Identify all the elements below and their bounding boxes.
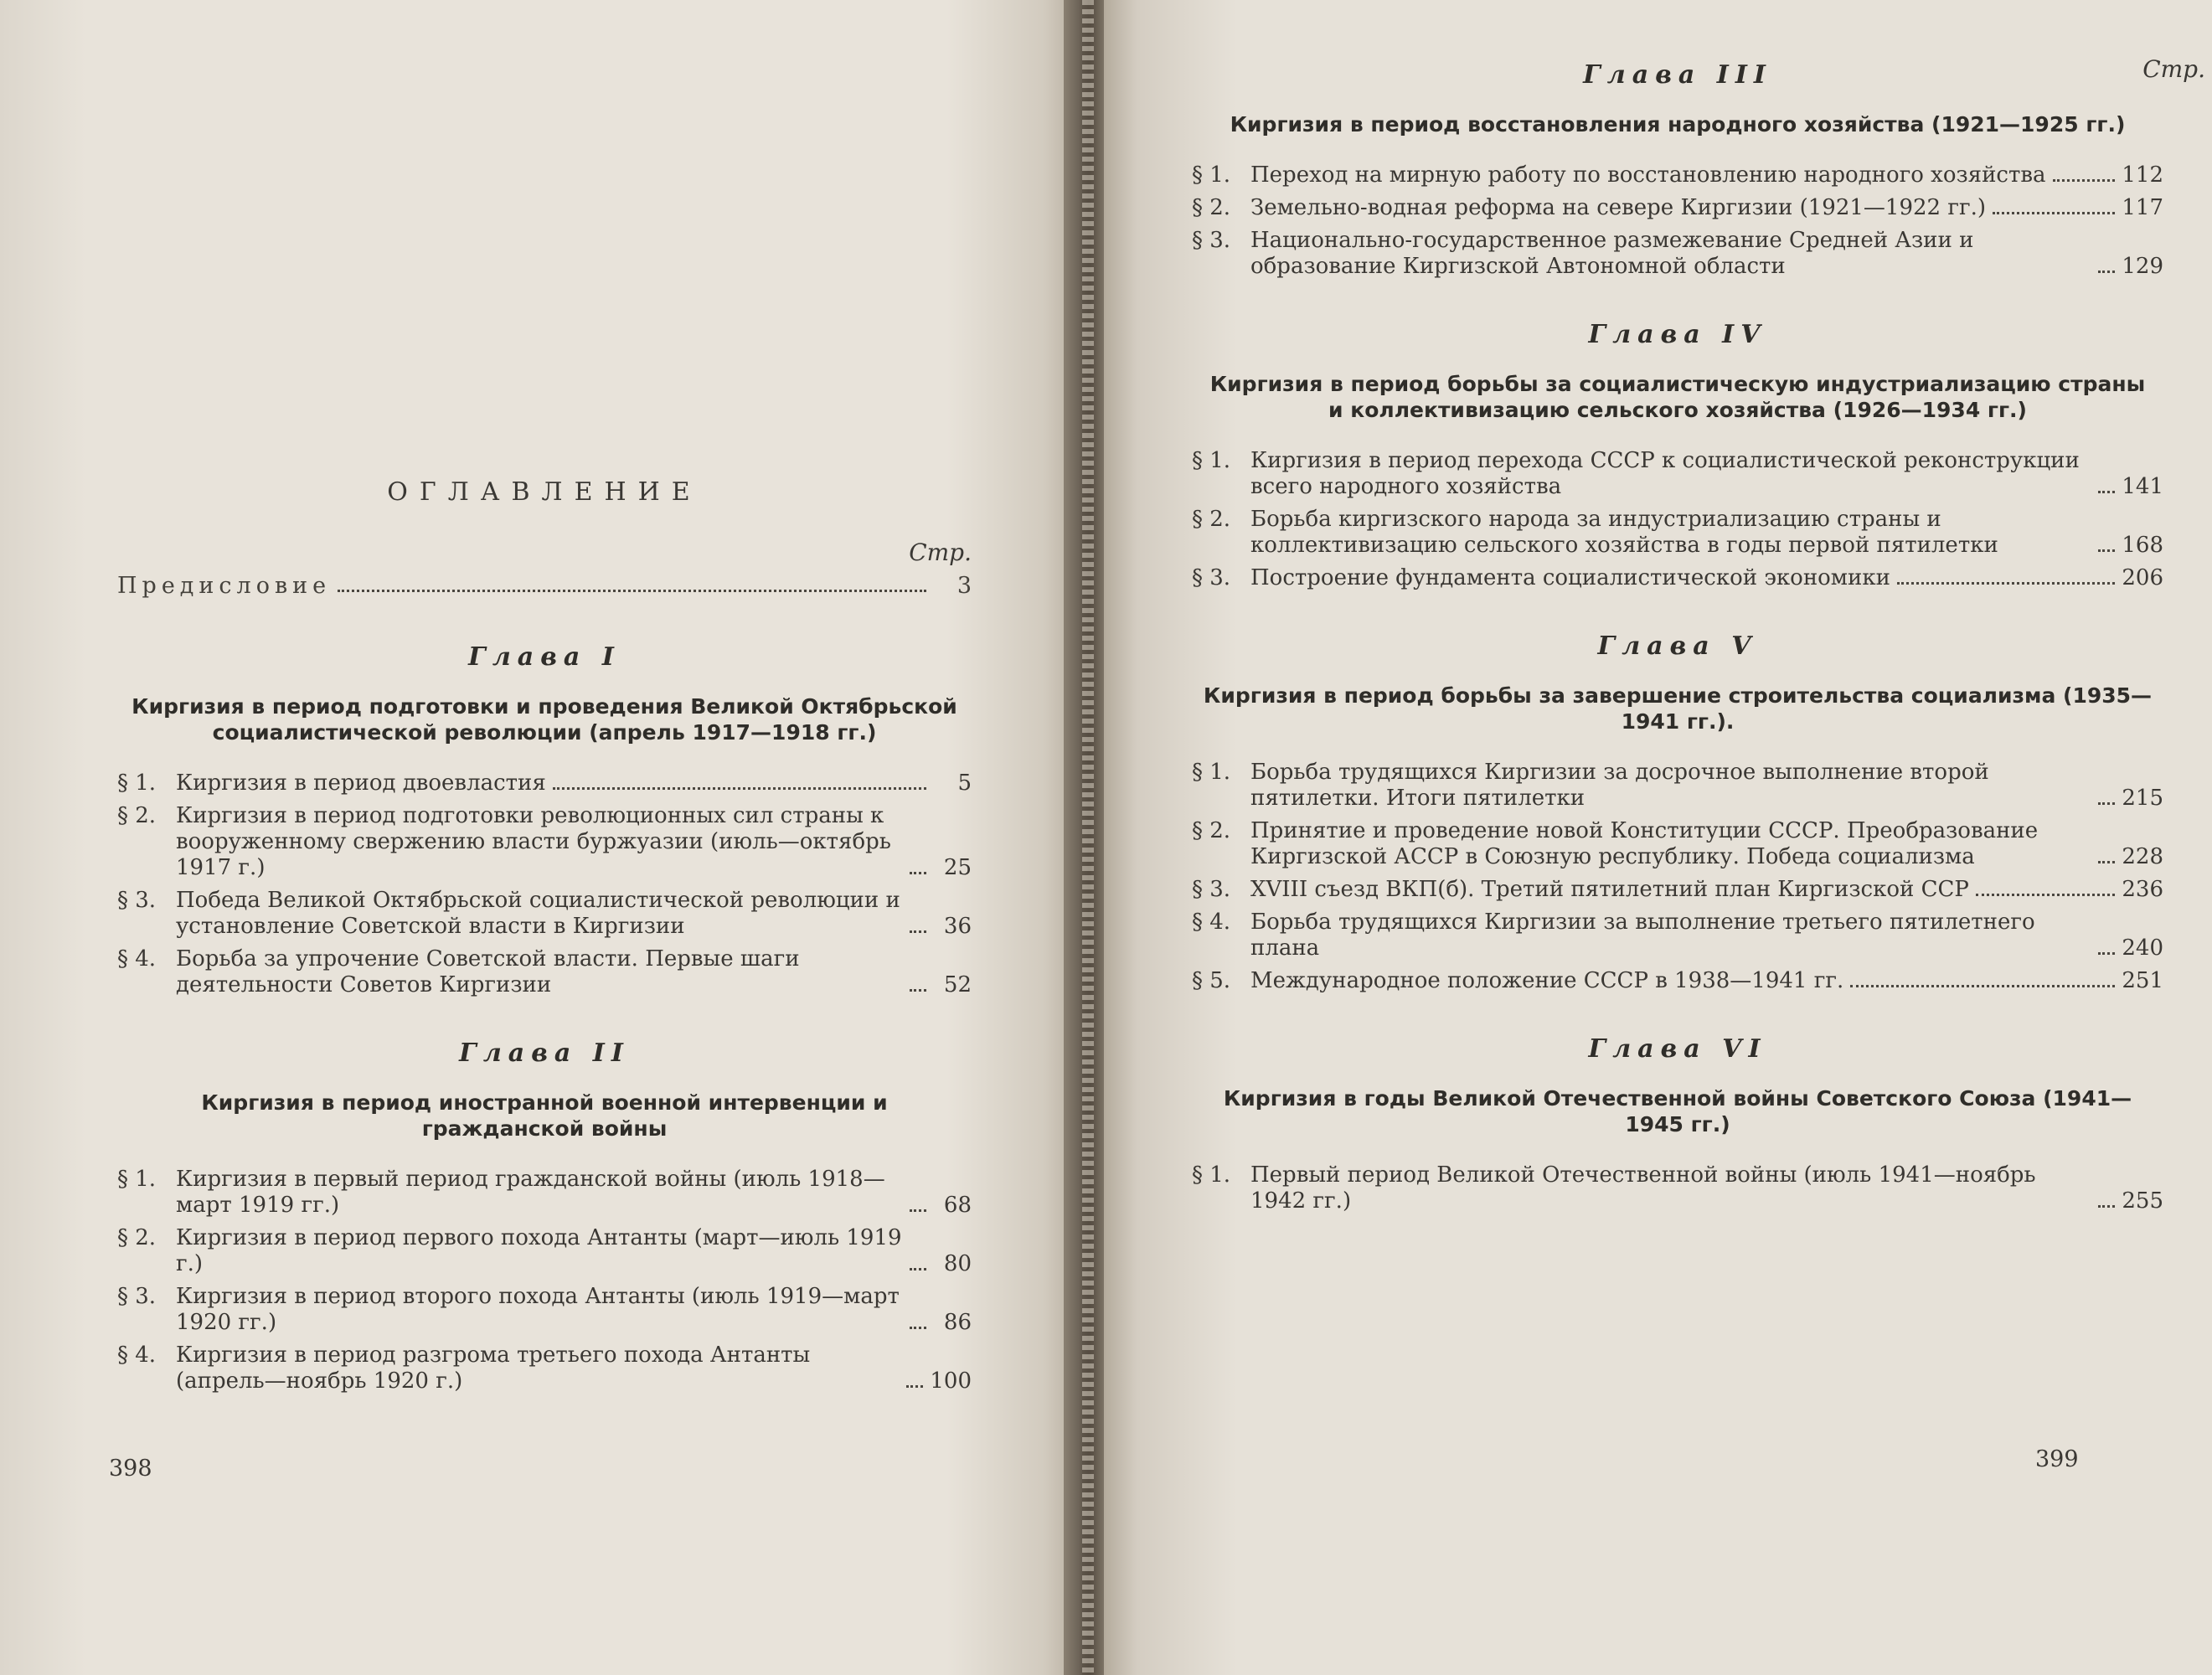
toc-entry[interactable] — [117, 1284, 972, 1336]
entry-body — [1250, 910, 2163, 961]
toc-entry[interactable] — [1192, 910, 2163, 961]
section-page: 117 — [2122, 195, 2163, 220]
leader-dots — [2098, 491, 2115, 493]
section-title: Международное положение СССР в 1938—1941 гг. — [1250, 968, 1844, 993]
leader-dots — [910, 1209, 926, 1212]
section-number: § 1. — [1192, 162, 1231, 188]
entry-body — [176, 1167, 972, 1219]
leader-dots — [1897, 582, 2115, 585]
section-page: 36 — [943, 914, 972, 939]
section-page: 240 — [2122, 935, 2163, 961]
leader-dots — [1850, 985, 2115, 987]
chapter-gap — [1192, 598, 2163, 631]
entry-body — [176, 803, 972, 881]
entry-body — [1250, 877, 2163, 903]
toc-entry[interactable] — [117, 770, 972, 796]
section-title: Киргизия в период второго похода Антанты (июль 1919—март 1920 гг.) — [176, 1284, 900, 1335]
leader-dots — [910, 1268, 926, 1270]
entry-body — [1250, 507, 2163, 559]
section-title: Построение фундамента социалистической экономики — [1250, 565, 1890, 590]
toc-entry[interactable] — [1192, 448, 2163, 500]
section-page: 141 — [2122, 474, 2163, 499]
preface-page: 3 — [956, 573, 972, 599]
section-page: 129 — [2122, 254, 2163, 279]
section-title: Борьба трудящихся Киргизии за досрочное выполнение второй пятилетки. Итоги пятилетки — [1250, 760, 1989, 811]
section-page: 100 — [930, 1368, 972, 1394]
section-title: Борьба киргизского народа за индустриализацию страны и коллективизацию сельского хозяйства в годы первой пятилетки — [1250, 507, 1998, 558]
entry-body — [1250, 448, 2163, 500]
chapter-title: Киргизия в период иностранной военной интервенции и гражданской войны — [201, 1090, 888, 1141]
section-title: Принятие и проведение новой Конституции СССР. Преобразование Киргизской АССР в Союзную республику. Победа социализма — [1250, 818, 2039, 869]
chapter-gap — [117, 1401, 972, 1435]
toc-entry[interactable] — [1192, 507, 2163, 559]
section-title: Киргизия в период разгрома третьего похода Антанты (апрель—ноябрь 1920 г.) — [176, 1343, 811, 1394]
right-chapters — [1192, 60, 2163, 1255]
section-number: § 1. — [117, 770, 157, 796]
toc-entry[interactable] — [1192, 877, 2163, 903]
left-page — [0, 0, 1076, 1675]
section-page: 25 — [943, 855, 972, 880]
entry-body — [1250, 162, 2163, 188]
section-number: § 3. — [1192, 565, 1231, 590]
entry-body — [176, 888, 972, 940]
section-number: § 3. — [1192, 877, 1231, 902]
right-page — [1104, 0, 2212, 1675]
section-number: § 4. — [1192, 910, 1231, 935]
chapter-heading: Глава II — [459, 1038, 630, 1068]
right-page-content — [1192, 55, 2205, 1255]
chapter-title: Киргизия в период борьбы за социалистическую индустриализацию страны и коллективизацию сельского хозяйства (1926—1934 гг.) — [1209, 372, 2146, 422]
chapter-heading: Глава V — [1597, 631, 1758, 661]
toc-entry[interactable] — [1192, 818, 2163, 870]
leader-dots — [338, 590, 926, 592]
toc-entry[interactable] — [1192, 228, 2163, 280]
entry-body — [1250, 1162, 2163, 1214]
toc-entry[interactable] — [117, 1167, 972, 1219]
leader-dots — [2098, 861, 2115, 863]
entry-body — [176, 1343, 972, 1394]
entry-body — [1250, 818, 2163, 870]
page-column-label: Стр. — [909, 539, 972, 566]
folio-left: 398 — [109, 1456, 152, 1482]
leader-dots — [910, 930, 926, 933]
section-number: § 2. — [1192, 195, 1231, 220]
section-number: § 5. — [1192, 968, 1231, 993]
toc-entry[interactable] — [1192, 565, 2163, 591]
chapter-heading: Глава III — [1583, 60, 1772, 90]
section-title: Национально-государственное размежевание Средней Азии и образование Киргизской Автономной области — [1250, 228, 1974, 279]
section-page: 228 — [2122, 844, 2163, 869]
toc-entry[interactable] — [117, 888, 972, 940]
section-page: 80 — [943, 1251, 972, 1276]
leader-dots — [553, 787, 926, 790]
section-number: § 1. — [1192, 760, 1231, 785]
section-page: 86 — [943, 1310, 972, 1335]
section-page: 52 — [943, 972, 972, 997]
section-page: 215 — [2122, 786, 2163, 811]
leader-dots — [2098, 271, 2115, 273]
chapter-heading: Глава VI — [1588, 1034, 1767, 1064]
toc-entry[interactable] — [1192, 195, 2163, 221]
toc-entry[interactable] — [1192, 1162, 2163, 1214]
section-number: § 1. — [1192, 448, 1231, 473]
section-title: Переход на мирную работу по восстановлению народного хозяйства — [1250, 162, 2046, 188]
section-title: Киргизия в период перехода СССР к социалистической реконструкции всего народного хозяйства — [1250, 448, 2080, 499]
section-number: § 2. — [117, 1225, 157, 1250]
section-page: 68 — [943, 1193, 972, 1218]
entry-body — [1250, 968, 2163, 994]
section-number: § 2. — [1192, 507, 1231, 532]
section-title: Первый период Великой Отечественной войны (июль 1941—ноябрь 1942 гг.) — [1250, 1162, 2036, 1214]
chapter-heading: Глава IV — [1588, 320, 1767, 349]
entry-body — [1250, 565, 2163, 591]
chapter-title: Киргизия в период борьбы за завершение строительства социализма (1935—1941 гг.). — [1203, 683, 2153, 734]
toc-entry[interactable] — [1192, 760, 2163, 812]
entry-body — [1250, 195, 2163, 221]
leader-dots — [910, 872, 926, 874]
chapter-title: Киргизия в период подготовки и проведения Великой Октябрьской социалистической революции (апрель 1917—1918 гг.) — [131, 694, 957, 745]
section-page: 251 — [2122, 968, 2163, 993]
section-title: Киргизия в первый период гражданской войны (июль 1918—март 1919 гг.) — [176, 1167, 885, 1218]
entry-body — [176, 770, 972, 796]
leader-dots — [2053, 179, 2116, 182]
section-page: 255 — [2122, 1188, 2163, 1214]
chapter-heading: Глава I — [468, 642, 621, 672]
section-title: Киргизия в период первого похода Антанты (март—июль 1919 г.) — [176, 1225, 902, 1276]
toc-entry[interactable] — [1192, 162, 2163, 188]
section-number: § 1. — [1192, 1162, 1231, 1188]
chapter-gap — [117, 1005, 972, 1038]
entry-body — [176, 1225, 972, 1277]
section-title: Победа Великой Октябрьской социалистической революции и установление Советской власти в Киргизии — [176, 888, 900, 939]
chapter-title: Киргизия в период восстановления народного хозяйства (1921—1925 гг.) — [1230, 112, 2126, 137]
folio-right: 399 — [2035, 1446, 2079, 1472]
left-page-content — [117, 477, 972, 1435]
leader-dots — [910, 1327, 926, 1329]
section-number: § 3. — [117, 888, 157, 913]
section-number: § 4. — [117, 946, 157, 972]
leader-dots — [2098, 549, 2115, 552]
toc-entry[interactable] — [117, 1343, 972, 1394]
section-title: Киргизия в период подготовки революционных сил страны к вооруженному свержению власти буржуазии (июль—октябрь 1917 г.) — [176, 803, 891, 880]
section-number: § 4. — [117, 1343, 157, 1368]
chapter-gap — [1192, 1001, 2163, 1034]
preface-label: Предисловие — [117, 573, 332, 599]
section-title: Борьба за упрочение Советской власти. Первые шаги деятельности Советов Киргизии — [176, 946, 800, 997]
toc-entry[interactable] — [117, 1225, 972, 1277]
leader-dots — [906, 1385, 923, 1388]
toc-title: ОГЛАВЛЕНИЕ — [387, 477, 702, 507]
chapter-gap — [1192, 286, 2163, 320]
section-number: § 3. — [117, 1284, 157, 1309]
leader-dots — [910, 989, 926, 992]
chapter-gap — [1192, 1221, 2163, 1255]
leader-dots — [1976, 894, 2116, 896]
section-page: 5 — [957, 770, 972, 796]
entry-body — [1250, 760, 2163, 812]
leader-dots — [2098, 802, 2115, 805]
section-title: Борьба трудящихся Киргизии за выполнение третьего пятилетнего плана — [1250, 910, 2035, 961]
section-number: § 2. — [1192, 818, 1231, 843]
section-page: 168 — [2122, 533, 2163, 558]
page-column-label: Стр. — [2142, 55, 2205, 83]
section-number: § 1. — [117, 1167, 157, 1192]
section-title: XVIII съезд ВКП(б). Третий пятилетний план Киргизской ССР — [1250, 877, 1969, 902]
entry-body — [1250, 228, 2163, 280]
leader-dots — [2098, 952, 2115, 955]
leader-dots — [2098, 1205, 2115, 1208]
section-page: 236 — [2122, 877, 2163, 902]
section-page: 112 — [2122, 162, 2163, 188]
section-page: 206 — [2122, 565, 2163, 590]
section-number: § 3. — [1192, 228, 1231, 253]
section-number: § 2. — [117, 803, 157, 828]
preface-entry[interactable] — [117, 573, 972, 599]
chapter-title: Киргизия в годы Великой Отечественной войны Советского Союза (1941—1945 гг.) — [1223, 1086, 2132, 1136]
leader-dots — [1993, 212, 2115, 214]
entry-body — [176, 946, 972, 998]
toc-entry[interactable] — [1192, 968, 2163, 994]
left-chapters — [117, 642, 972, 1435]
entry-body — [176, 1284, 972, 1336]
toc-entry[interactable] — [117, 946, 972, 998]
toc-entry[interactable] — [117, 803, 972, 881]
section-title: Земельно-водная реформа на севере Киргизии (1921—1922 гг.) — [1250, 195, 1987, 220]
section-title: Киргизия в период двоевластия — [176, 770, 546, 796]
